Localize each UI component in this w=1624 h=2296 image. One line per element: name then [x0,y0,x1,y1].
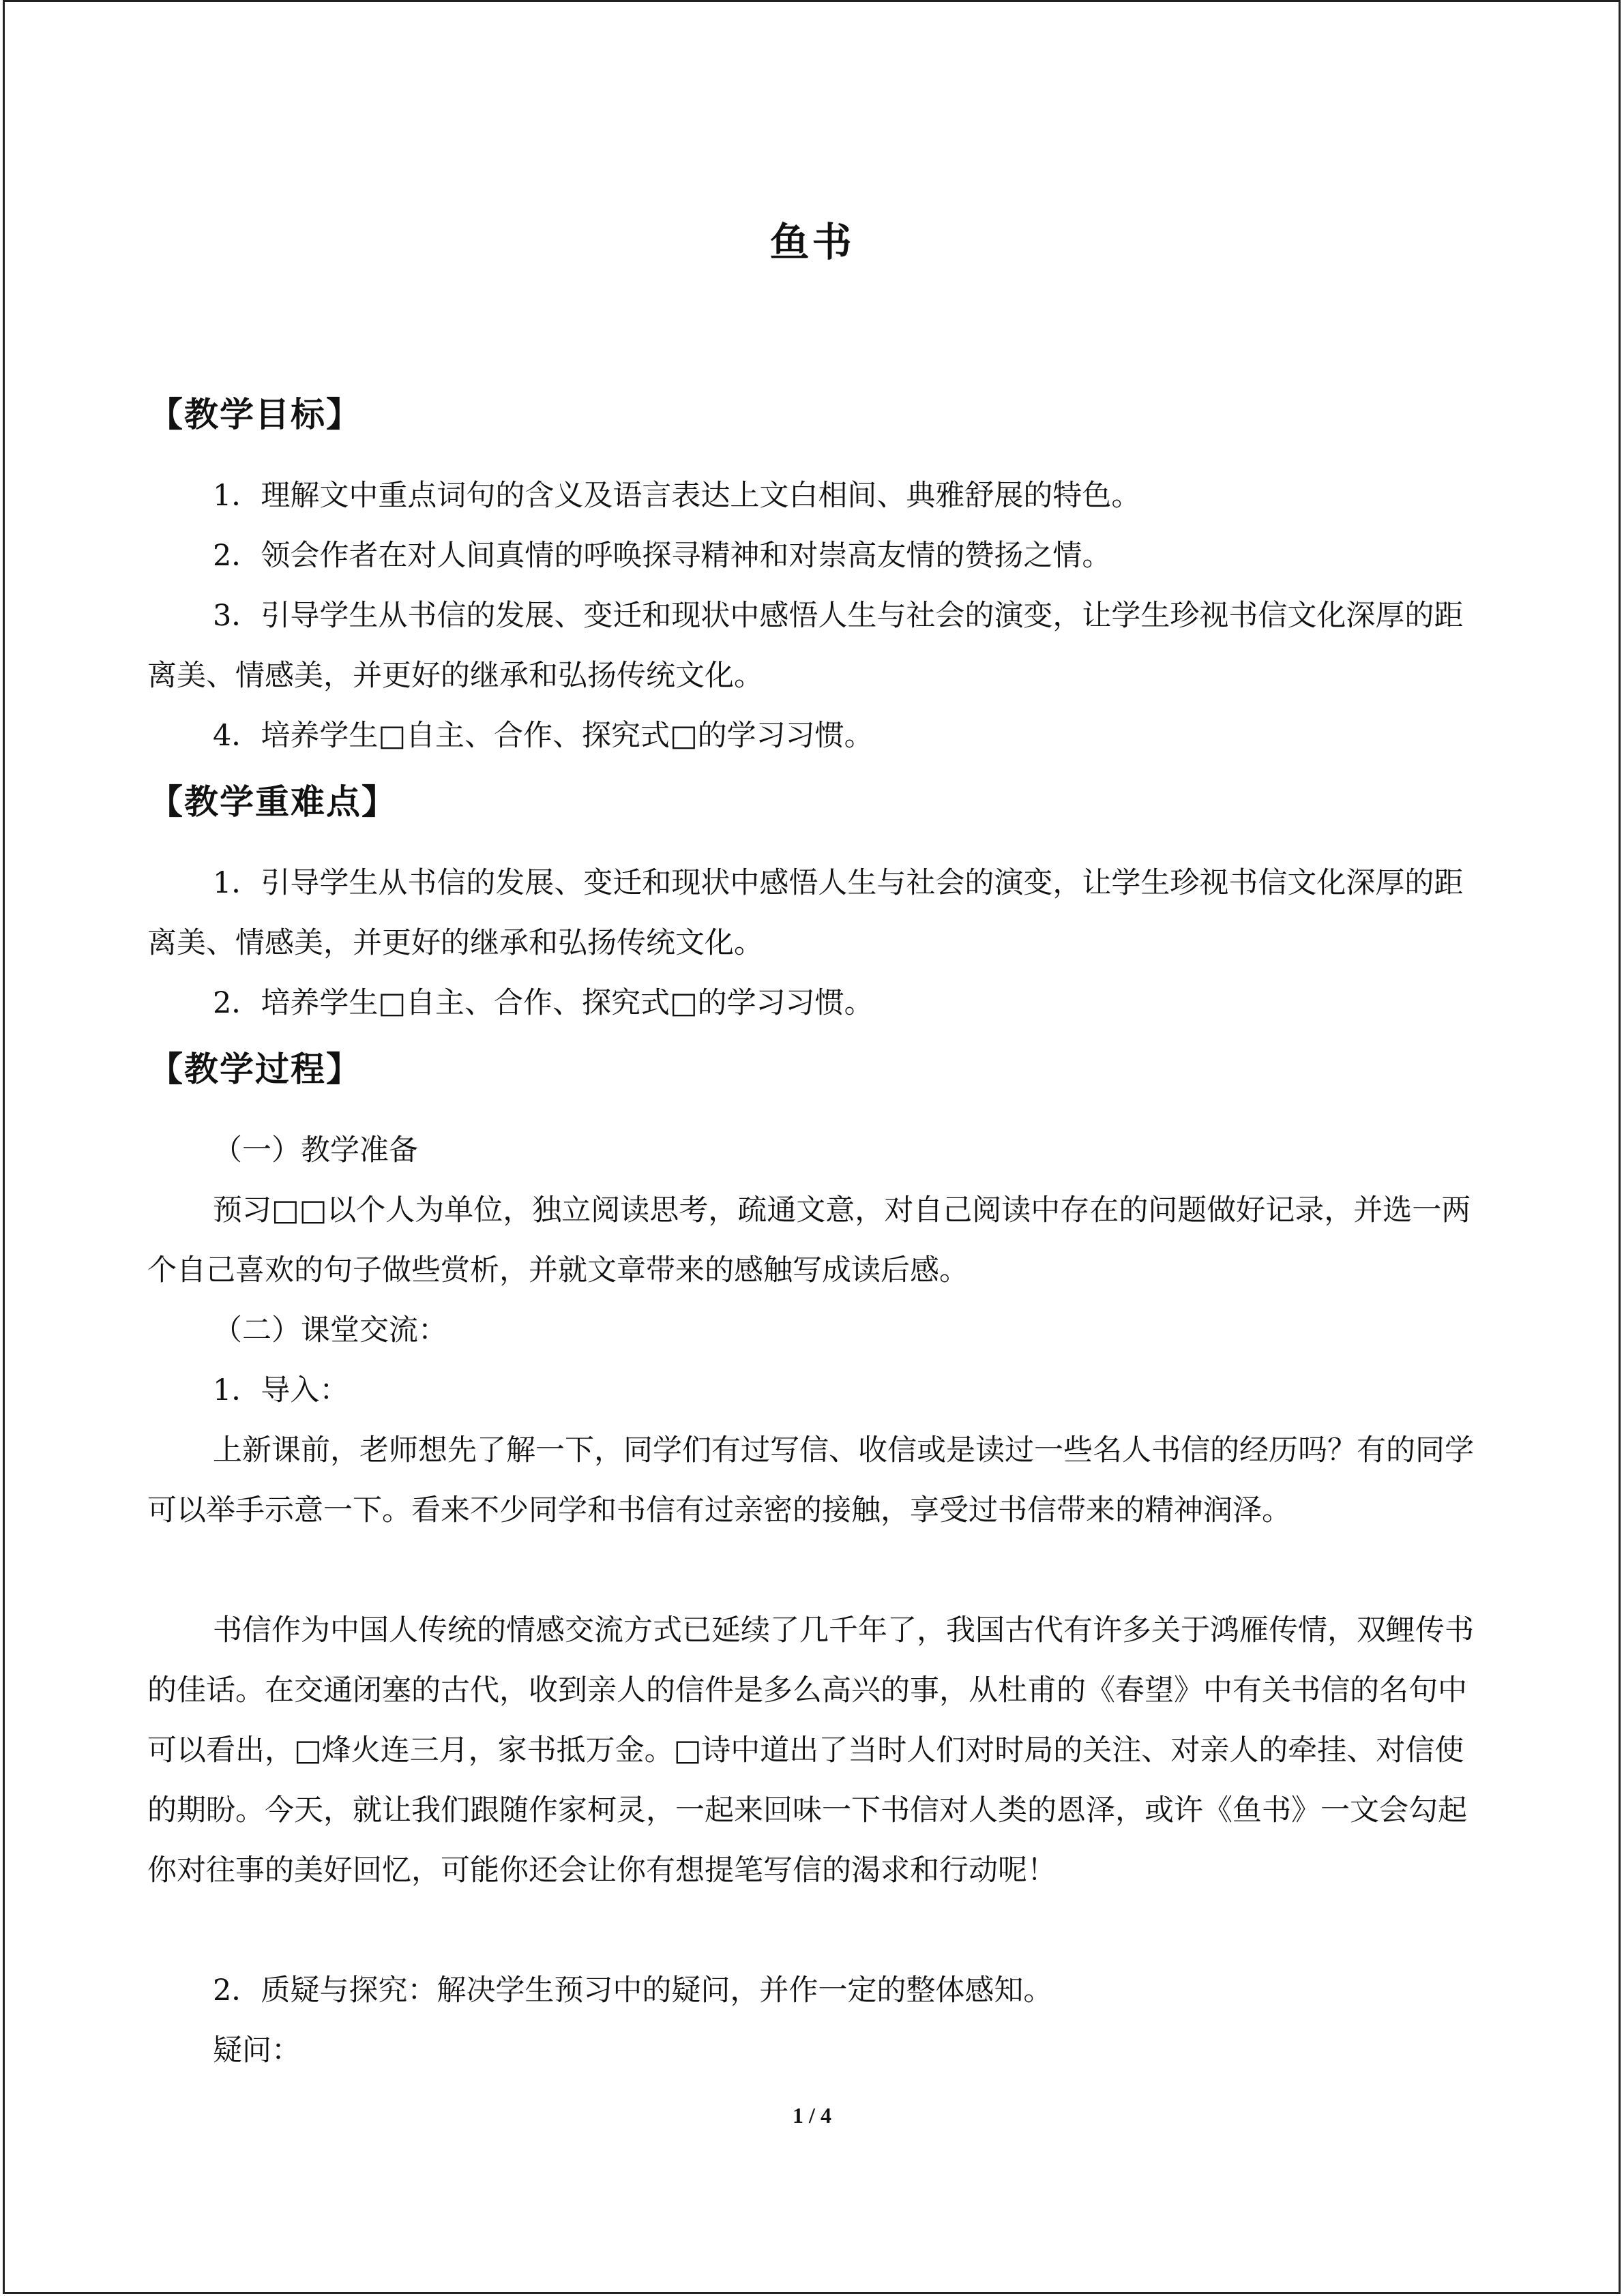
process-paragraph: （二）课堂交流： [213,1313,447,1347]
process-paragraph: 书信作为中国人传统的情感交流方式已延续了几千年了，我国古代有许多关于鸿雁传情，双鲤传书的佳话。在交通闭塞的古代，收到亲人的信件是多么高兴的事，从杜甫的《春望》中有关书信的名句中可以看出，□烽火连三月，家书抵万金。□诗中道出了当时人们对时局的关注、对亲人的牵挂、对信使的期盼。今天，就让我们跟随作家柯灵，一起来回味一下书信对人类的恩泽，或许《鱼书》一文会勾起你对往事的美好回忆，可能你还会让你有想提笔写信的渴求和行动呢！ [147,1613,1474,1888]
objective-item-3: 3．引导学生从书信的发展、变迁和现状中感悟人生与社会的演变，让学生珍视书信文化深厚的距离美、情感美，并更好的继承和弘扬传统文化。 [147,599,1464,693]
process-paragraph: 2．质疑与探究：解决学生预习中的疑问，并作一定的整体感知。 [213,1973,1053,2008]
page-number: 1 / 4 [793,2103,831,2128]
objective-item-4: 4．培养学生□自主、合作、探究式□的学习习惯。 [213,719,874,753]
process-paragraph: 1．导入： [213,1373,349,1407]
process-paragraph: （一）教学准备 [213,1133,418,1167]
process-paragraph: 预习□□以个人为单位，独立阅读思考，疏通文意，对自己阅读中存在的问题做好记录，并选一两个自己喜欢的句子做些赏析，并就文章带来的感触写成读后感。 [147,1193,1471,1287]
heading-key-points: 【教学重难点】 [149,782,397,822]
process-paragraph: 疑问： [213,2033,301,2068]
objective-item-2: 2．领会作者在对人间真情的呼唤探寻精神和对崇高友情的赞扬之情。 [213,539,1112,573]
document-title: 鱼书 [769,219,855,265]
objective-item-1: 1．理解文中重点词句的含义及语言表达上文白相间、典雅舒展的特色。 [213,479,1141,513]
process-paragraph: 上新课前，老师想先了解一下，同学们有过写信、收信或是读过一些名人书信的经历吗？有的同学可以举手示意一下。看来不少同学和书信有过亲密的接触，享受过书信带来的精神润泽。 [147,1433,1474,1527]
heading-objectives: 【教学目标】 [149,395,361,434]
key-point-item-2: 2．培养学生□自主、合作、探究式□的学习习惯。 [213,986,874,1020]
key-point-item-1: 1．引导学生从书信的发展、变迁和现状中感悟人生与社会的演变，让学生珍视书信文化深厚的距离美、情感美，并更好的继承和弘扬传统文化。 [147,866,1464,960]
heading-process: 【教学过程】 [149,1049,361,1089]
